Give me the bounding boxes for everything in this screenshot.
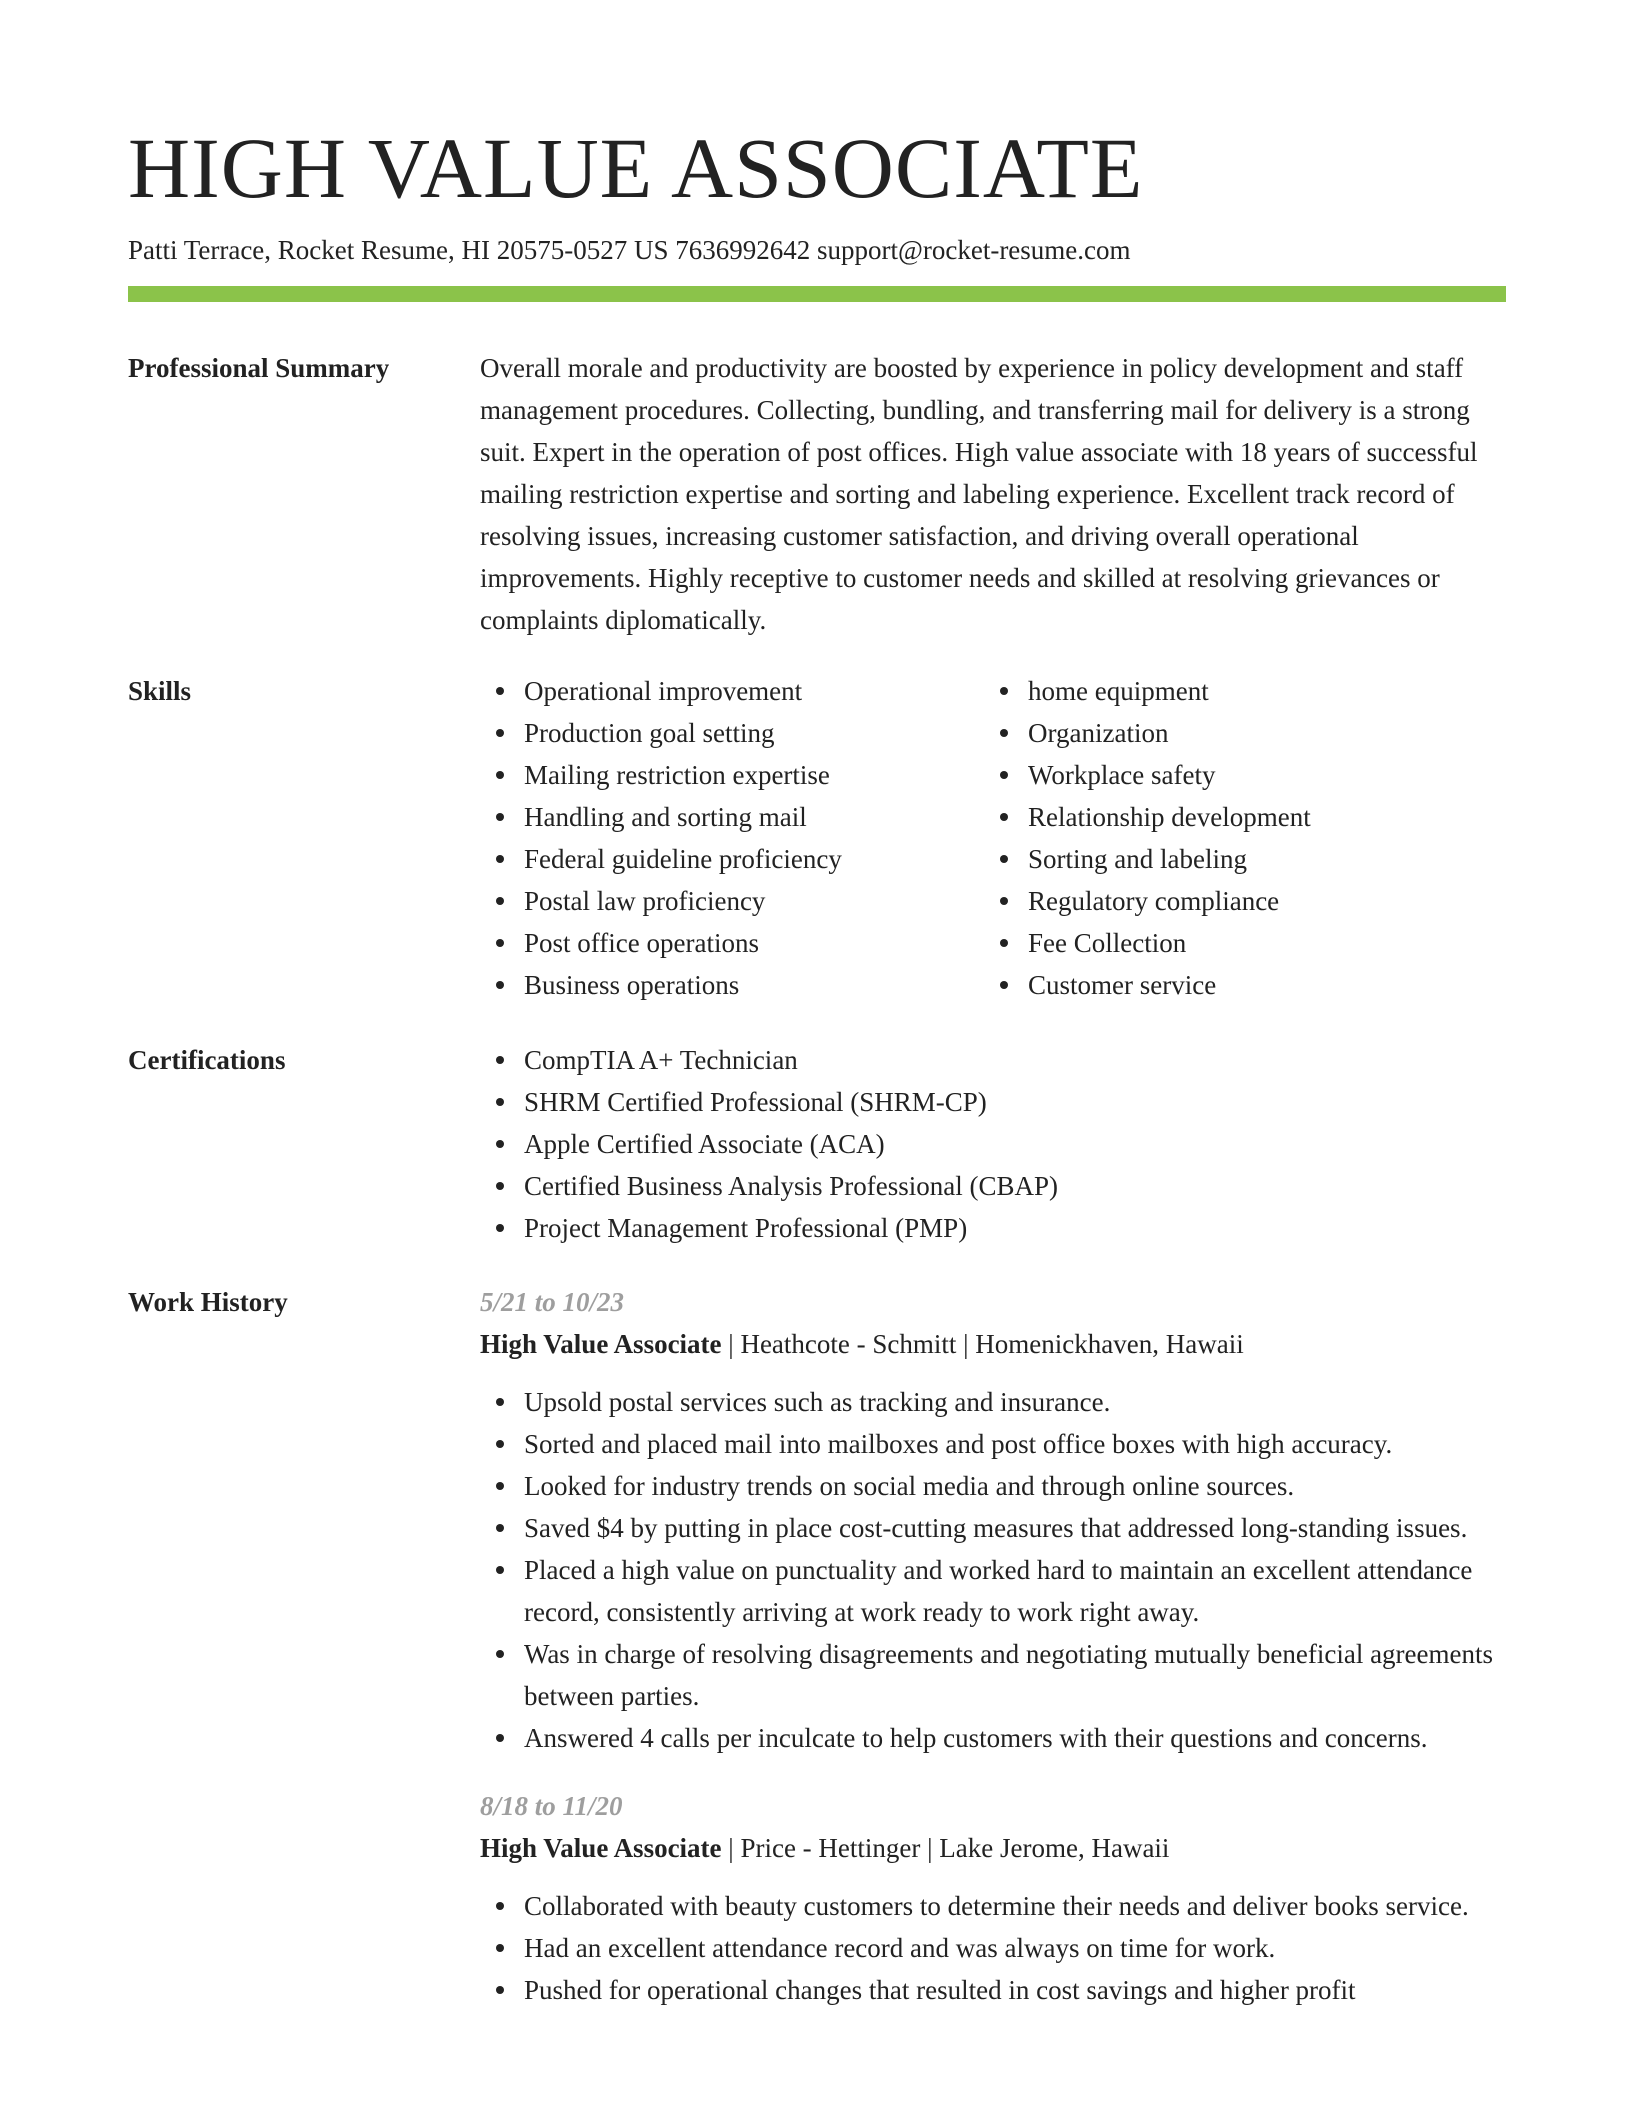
skills-list-left [480, 670, 984, 1006]
work-history-label: Work History [128, 1287, 288, 1317]
job-bullet: Looked for industry trends on social media and through online sources. [480, 1465, 1508, 1507]
job-bullets [480, 1885, 1508, 2011]
job-bullet: Answered 4 calls per inculcate to help customers with their questions and concerns. [480, 1717, 1508, 1759]
job-bullet: Sorted and placed mail into mailboxes and post office boxes with high accuracy. [480, 1423, 1508, 1465]
job-bullets [480, 1381, 1508, 1759]
certification-item: Project Management Professional (PMP) [480, 1207, 1508, 1249]
job-heading [480, 1323, 1508, 1365]
resume-title: HIGH VALUE ASSOCIATE [128, 120, 1144, 216]
skill-item: Customer service [984, 964, 1488, 1006]
job-bullet: Placed a high value on punctuality and worked hard to maintain an excellent attendance record, consistently arriving at work ready to work right away. [480, 1549, 1508, 1633]
job-details: | Price - Hettinger | Lake Jerome, Hawaii [721, 1833, 1170, 1863]
job-bullet: Collaborated with beauty customers to determine their needs and deliver books service. [480, 1885, 1508, 1927]
job-dates: 5/21 to 10/23 [480, 1287, 625, 1317]
job-title: High Value Associate [480, 1833, 722, 1863]
work-history-body [480, 1281, 1508, 2037]
skill-item: home equipment [984, 670, 1488, 712]
job-bullet: Had an excellent attendance record and was always on time for work. [480, 1927, 1508, 1969]
certifications-label: Certifications [128, 1045, 286, 1075]
header-divider [128, 286, 1506, 302]
skill-item: Relationship development [984, 796, 1488, 838]
job-bullet: Pushed for operational changes that resulted in cost savings and higher profit [480, 1969, 1508, 2011]
certification-item: CompTIA A+ Technician [480, 1039, 1508, 1081]
certifications-body [480, 1039, 1508, 1249]
certification-item: Apple Certified Associate (ACA) [480, 1123, 1508, 1165]
job-bullet: Upsold postal services such as tracking and insurance. [480, 1381, 1508, 1423]
job-entry [480, 1281, 1508, 1759]
summary-label: Professional Summary [128, 353, 390, 383]
job-bullet: Saved $4 by putting in place cost-cutting measures that addressed long-standing issues. [480, 1507, 1508, 1549]
skills-body [480, 670, 1508, 1006]
job-dates: 8/18 to 11/20 [480, 1791, 623, 1821]
skills-label: Skills [128, 676, 192, 706]
job-title: High Value Associate [480, 1329, 722, 1359]
skill-item: Handling and sorting mail [480, 796, 984, 838]
skill-item: Workplace safety [984, 754, 1488, 796]
skill-item: Fee Collection [984, 922, 1488, 964]
summary-body [480, 347, 1508, 641]
job-bullet: Was in charge of resolving disagreements and negotiating mutually beneficial agreements between parties. [480, 1633, 1508, 1717]
certifications-list [480, 1039, 1508, 1249]
skill-item: Business operations [480, 964, 984, 1006]
skill-item: Mailing restriction expertise [480, 754, 984, 796]
job-details: | Heathcote - Schmitt | Homenickhaven, Hawaii [721, 1329, 1244, 1359]
skill-item: Organization [984, 712, 1488, 754]
skills-list-right [984, 670, 1488, 1006]
skill-item: Production goal setting [480, 712, 984, 754]
skill-item: Post office operations [480, 922, 984, 964]
skill-item: Operational improvement [480, 670, 984, 712]
skill-item: Regulatory compliance [984, 880, 1488, 922]
certification-item: Certified Business Analysis Professional (CBAP) [480, 1165, 1508, 1207]
skill-item: Postal law proficiency [480, 880, 984, 922]
skill-item: Sorting and labeling [984, 838, 1488, 880]
summary-text: Overall morale and productivity are boosted by experience in policy development and staff management procedures. Collecting, bundling, and transferring mail for delivery is a strong suit. Expert in the operation of post offices. High value associate with 18 years of successful mailing restriction expertise and sorting and labeling experience. Excellent track record of resolving issues, increasing customer satisfaction, and driving overall operational improvements. Highly receptive to customer needs and skilled at resolving grievances or complaints diplomatically. [480, 353, 1478, 635]
job-entry [480, 1785, 1508, 2011]
skill-item: Federal guideline proficiency [480, 838, 984, 880]
job-heading [480, 1827, 1508, 1869]
certification-item: SHRM Certified Professional (SHRM-CP) [480, 1081, 1508, 1123]
contact-line: Patti Terrace, Rocket Resume, HI 20575-0527 US 7636992642 support@rocket-resume.com [128, 235, 1131, 265]
